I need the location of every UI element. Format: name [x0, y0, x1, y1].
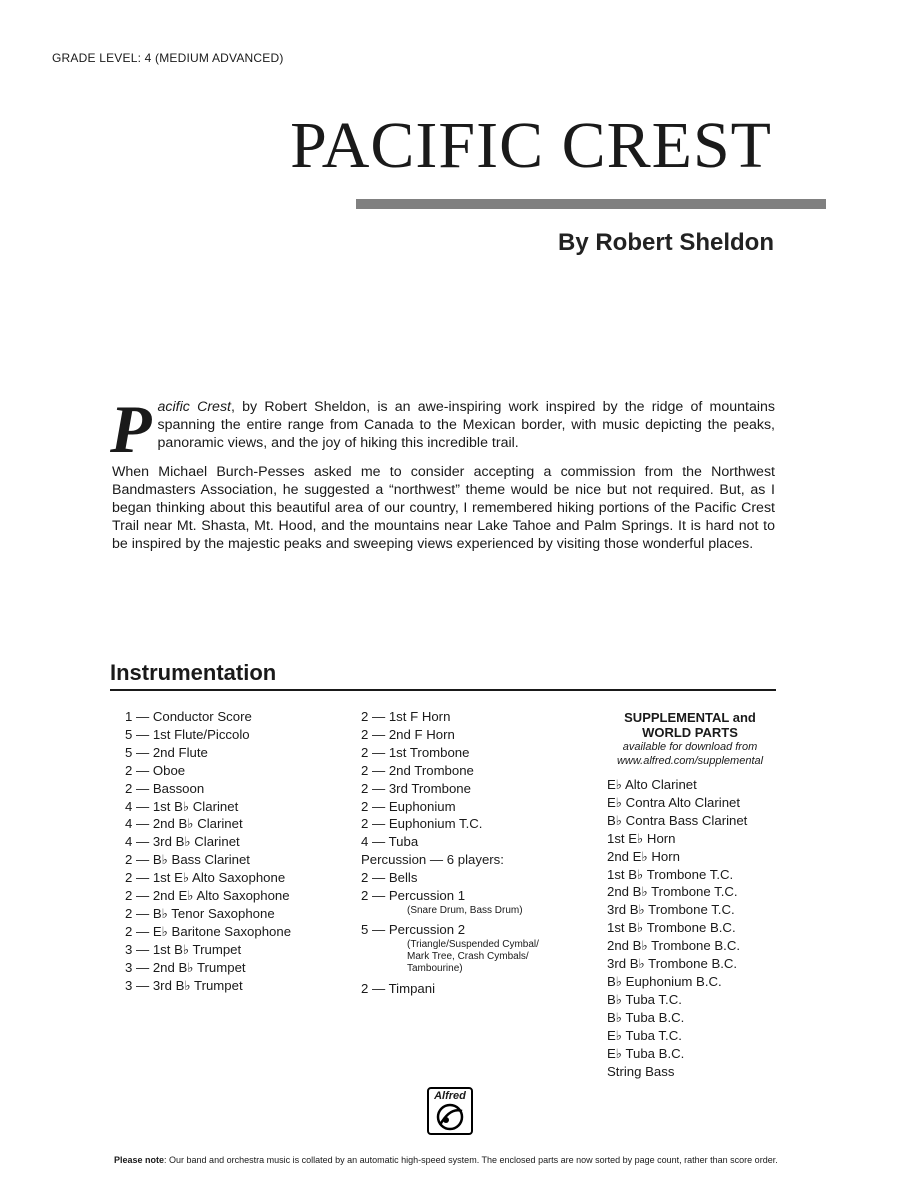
instrument-item: 5 — Percussion 2: [361, 922, 466, 938]
instrument-item: 2 — Percussion 1: [361, 888, 466, 904]
supplemental-item: 2nd B♭ Trombone B.C.: [607, 938, 741, 954]
supplemental-item: 1st E♭ Horn: [607, 830, 676, 846]
supplemental-item: 2nd E♭ Horn: [607, 848, 680, 864]
instrument-item: 2 — 1st Trombone: [361, 744, 470, 760]
composer-byline: By Robert Sheldon: [557, 229, 774, 256]
instrument-item: 2 — Bassoon: [125, 780, 205, 796]
supplemental-item: 1st B♭ Trombone T.C.: [607, 866, 734, 882]
footer-note-label: Please note: [114, 1155, 165, 1165]
alfred-logo: [427, 1087, 473, 1135]
instrument-item: 2 — 1st E♭ Alto Saxophone: [125, 870, 286, 886]
instrument-column-2: [361, 708, 539, 998]
instrument-column-1: [125, 708, 291, 995]
supplemental-availability: [590, 740, 790, 768]
instrument-item: 5 — 1st Flute/Piccolo: [125, 726, 250, 742]
footer-note: [114, 1155, 778, 1165]
drop-cap: P: [110, 391, 152, 467]
instrumentation-heading: Instrumentation: [110, 660, 277, 685]
supplemental-item: 3rd B♭ Trombone B.C.: [607, 956, 738, 972]
program-notes: [110, 391, 775, 553]
supplemental-heading: [600, 710, 780, 740]
instrument-item: 4 — 1st B♭ Clarinet: [125, 798, 239, 814]
supplemental-item: B♭ Euphonium B.C.: [607, 973, 722, 989]
supplemental-heading-line: SUPPLEMENTAL and: [624, 710, 756, 725]
instrument-item: 3 — 3rd B♭ Trumpet: [125, 977, 243, 993]
supplemental-item: B♭ Contra Bass Clarinet: [607, 812, 748, 828]
instrument-item: 2 — B♭ Bass Clarinet: [125, 852, 250, 868]
title-underline-bar: [356, 199, 826, 209]
section-divider: [110, 689, 776, 691]
intro-paragraph-1-text: , by Robert Sheldon, is an awe-inspiring work inspired by the ridge of mountains spanning the entire range from Canada to the Mexican border, with music depicting the peaks, panoramic views, and the joy of hiking this incredible trail.: [157, 399, 775, 451]
supplemental-item: String Bass: [607, 1063, 675, 1079]
supplemental-item: B♭ Tuba B.C.: [607, 1009, 685, 1025]
instrument-item: 2 — Oboe: [125, 762, 186, 778]
music-note-icon: [432, 1103, 468, 1131]
supplemental-heading-line: WORLD PARTS: [642, 725, 738, 740]
italic-title: acific Crest: [157, 399, 231, 415]
instrument-item: 2 — 2nd E♭ Alto Saxophone: [125, 888, 290, 904]
grade-level: GRADE LEVEL: 4 (MEDIUM ADVANCED): [52, 51, 284, 65]
supplemental-item: 1st B♭ Trombone B.C.: [607, 920, 736, 936]
percussion-2-detail-line: (Triangle/Suspended Cymbal/: [407, 939, 539, 951]
instrument-item: 5 — 2nd Flute: [125, 744, 208, 760]
availability-text: available for download from: [622, 741, 758, 753]
intro-paragraph-2: When Michael Burch-Pesses asked me to consider accepting a commission from the Northwest Bandmasters Association, he suggested a “northwest” theme would be nice but not required. But, as I began thinking about this beautiful area of our country, I remembered hiking portions of the Pacific Crest Trail near Mt. Shasta, Mt. Hood, and the mountains near Lake Tahoe and Palm Springs. It is hard not to be inspired by the majestic peaks and sweeping views experienced by visiting those wonderful places.: [112, 464, 775, 552]
instrument-item: 2 — B♭ Tenor Saxophone: [125, 905, 275, 921]
instrument-item: 2 — Euphonium: [361, 798, 456, 814]
instrument-item: 4 — Tuba: [361, 834, 419, 850]
instrument-item: 2 — 1st F Horn: [361, 709, 451, 724]
instrument-item: 2 — 3rd Trombone: [361, 780, 471, 796]
supplemental-item: E♭ Tuba B.C.: [607, 1045, 685, 1061]
instrument-item: 2 — Euphonium T.C.: [361, 816, 483, 832]
instrument-item: 1 — Conductor Score: [125, 709, 252, 724]
page-title: PACIFIC CREST: [290, 109, 772, 182]
percussion-2-detail-line: Tambourine): [407, 963, 463, 975]
instrument-item: 4 — 2nd B♭ Clarinet: [125, 816, 243, 832]
footer-note-text: : Our band and orchestra music is collated by an automatic high-speed system. The enclosed parts are now sorted by page count, rather than score order.: [164, 1155, 778, 1165]
instrument-item: 3 — 1st B♭ Trumpet: [125, 941, 242, 957]
instrument-item: 2 — Timpani: [361, 980, 436, 996]
download-link[interactable]: www.alfred.com/supplemental: [616, 755, 764, 767]
supplemental-item: 3rd B♭ Trombone T.C.: [607, 902, 735, 918]
instrument-item: 2 — 2nd Trombone: [361, 762, 474, 778]
instrument-item: 4 — 3rd B♭ Clarinet: [125, 834, 240, 850]
percussion-heading: Percussion — 6 players:: [361, 852, 504, 868]
supplemental-item: E♭ Contra Alto Clarinet: [607, 794, 741, 810]
percussion-1-detail: (Snare Drum, Bass Drum): [407, 904, 523, 916]
supplemental-item: E♭ Tuba T.C.: [607, 1027, 682, 1043]
logo-text: Alfred: [434, 1090, 466, 1102]
supplemental-item: E♭ Alto Clarinet: [607, 777, 697, 792]
intro-paragraph-1: [110, 391, 775, 467]
percussion-2-detail-line: Mark Tree, Crash Cymbals/: [407, 951, 529, 963]
supplemental-parts-list: [607, 776, 747, 1080]
supplemental-item: 2nd B♭ Trombone T.C.: [607, 884, 738, 900]
supplemental-item: B♭ Tuba T.C.: [607, 991, 682, 1007]
instrument-item: 3 — 2nd B♭ Trumpet: [125, 959, 246, 975]
instrument-item: 2 — E♭ Baritone Saxophone: [125, 923, 292, 939]
instrument-item: 2 — Bells: [361, 870, 418, 886]
instrument-item: 2 — 2nd F Horn: [361, 726, 455, 742]
